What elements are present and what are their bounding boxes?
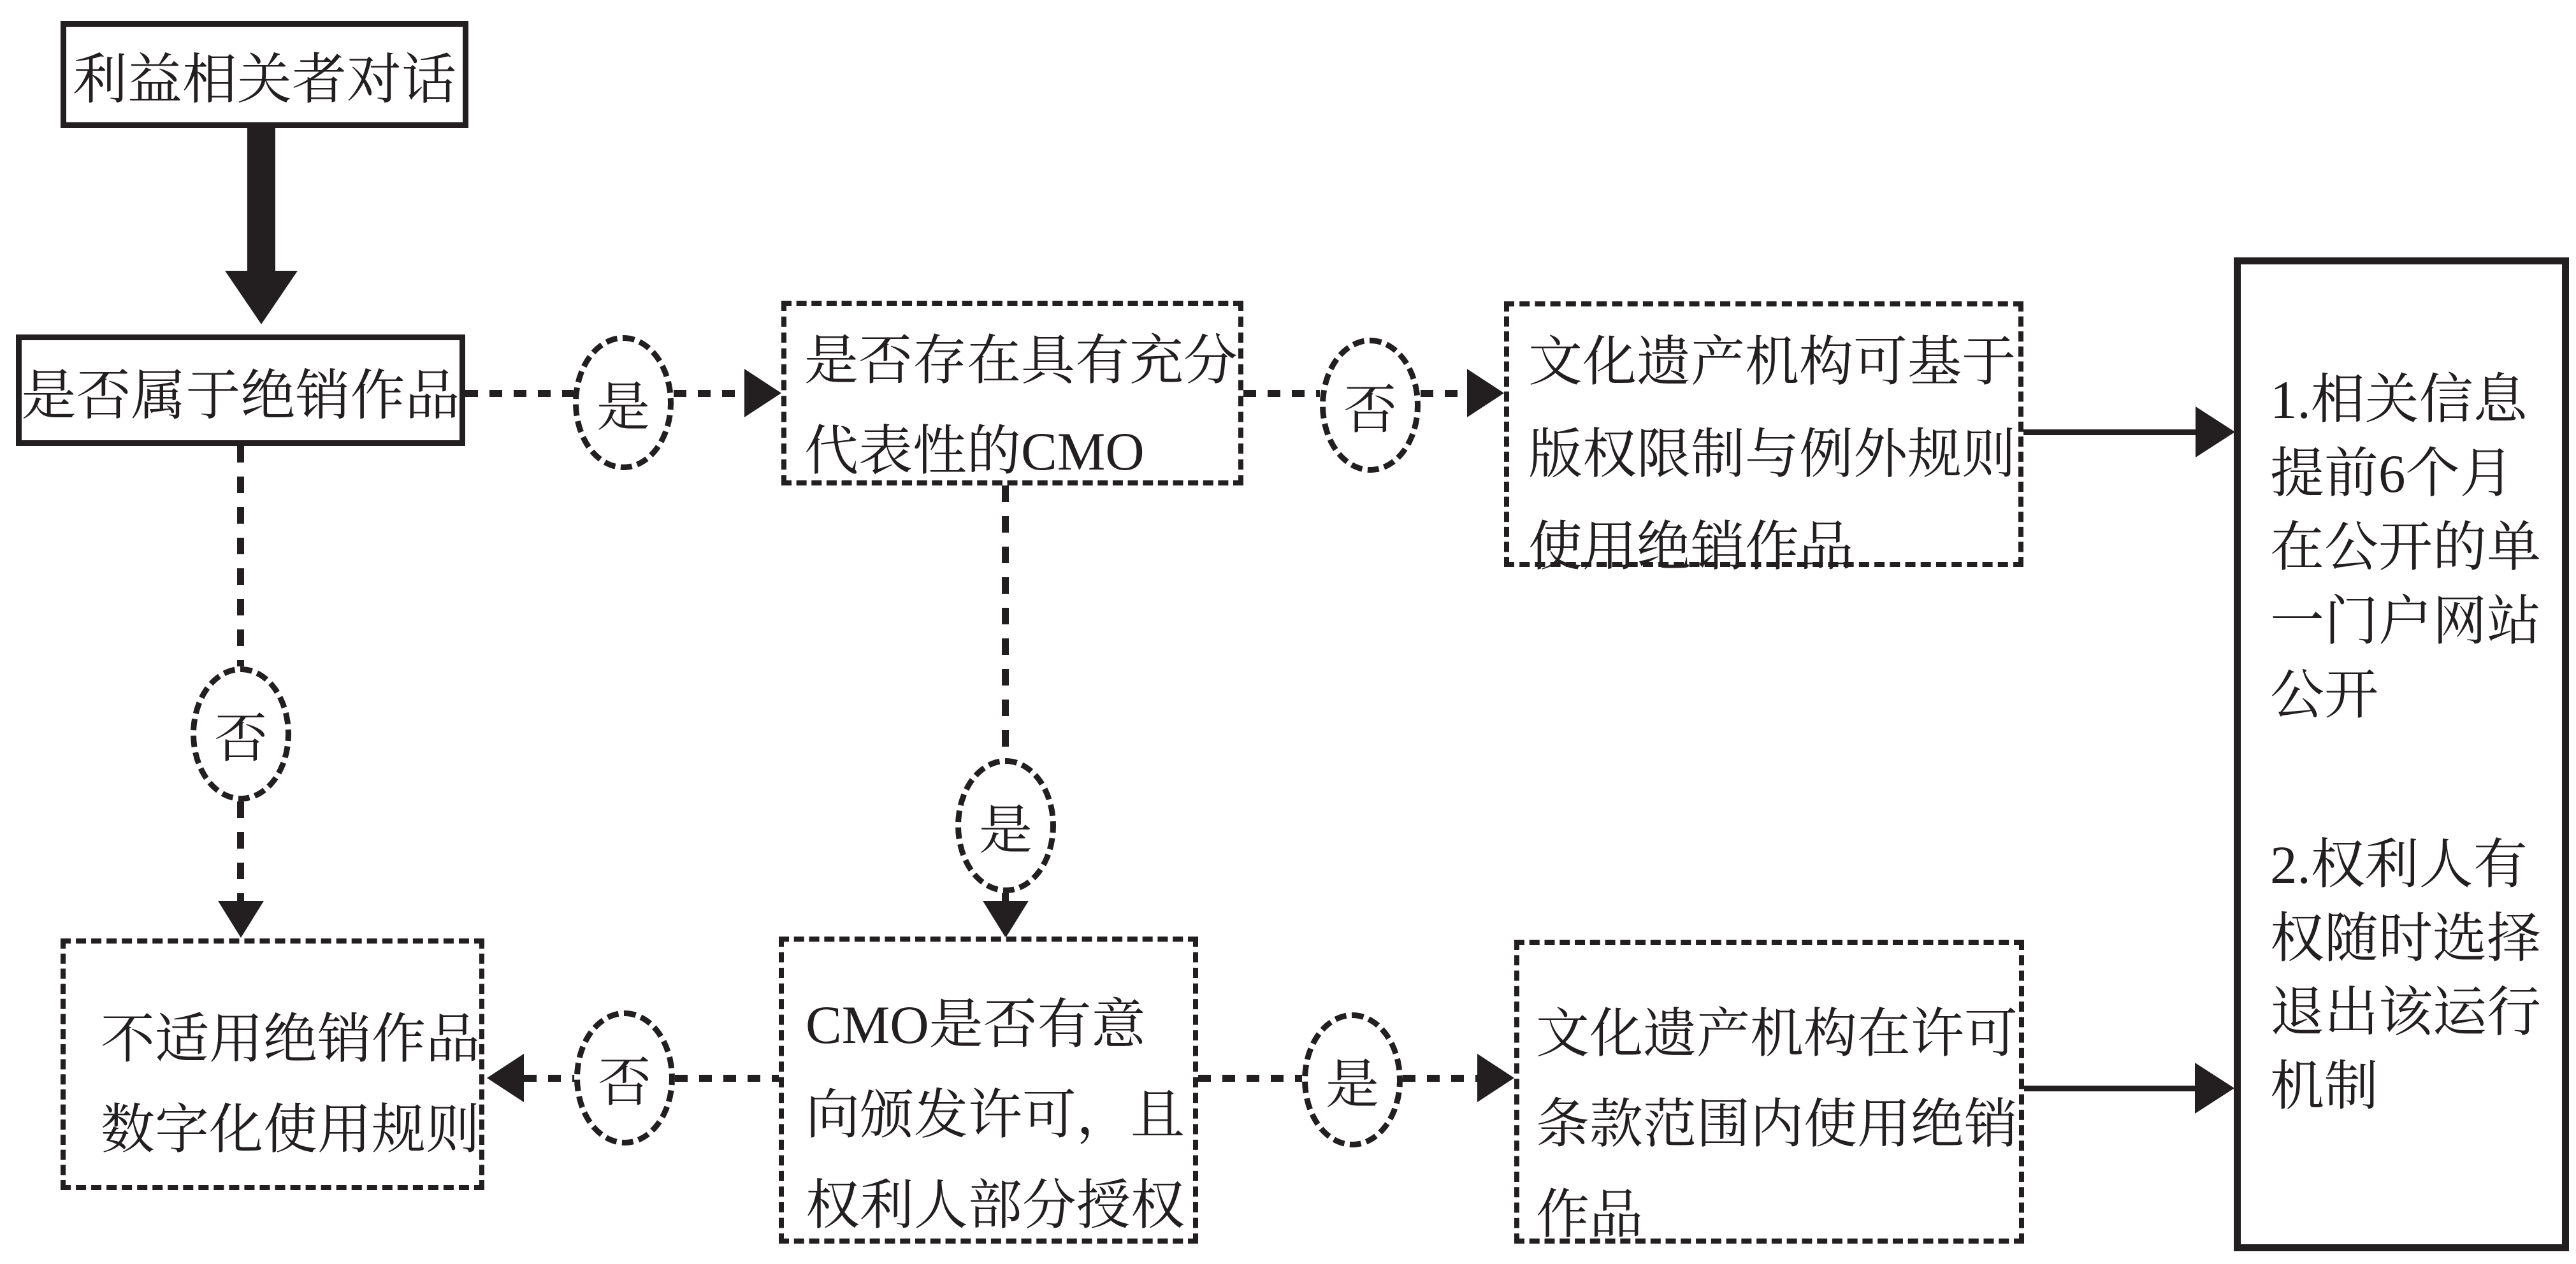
outcome-1-line-3: 在公开的单: [2270, 518, 2542, 578]
no-label: 否: [597, 1053, 651, 1113]
outcome-2-line-4: 机制: [2270, 1057, 2379, 1117]
arrow-license-to-outcomes-line: [2024, 1086, 2196, 1091]
not-applicable-line-1: 不适用绝销作品: [101, 1010, 481, 1070]
not-applicable-line-2: 数字化使用规则: [101, 1100, 481, 1160]
license-line-1: 文化遗产机构在许可: [1536, 1005, 2018, 1064]
yes-label: 是: [1325, 1055, 1379, 1115]
exception-line-2: 版权限制与例外规则: [1528, 425, 2016, 485]
no-label: 否: [1343, 380, 1397, 440]
arrow-exception-to-outcomes-head-icon: [2196, 406, 2235, 457]
outcome-1: [2270, 363, 2551, 733]
no-ellipse-left: [191, 666, 291, 801]
yes-ellipse-top: [573, 335, 674, 470]
yes-label: 是: [978, 801, 1032, 861]
cmo-intent-line-1: CMO是否有意: [806, 995, 1146, 1055]
stakeholder-dialogue-box: 利益相关者对话: [61, 21, 468, 128]
cmo-intent-question-box: [779, 937, 1198, 1244]
connector-q1-to-yes1: [465, 390, 574, 397]
outcome-2-line-1: 2.权利人有: [2270, 835, 2528, 895]
out-of-commerce-question-box: 是否属于绝销作品: [16, 334, 465, 446]
cmo-exists-line-2: 代表性的CMO: [804, 422, 1145, 482]
connector-no-to-not-applicable: [237, 801, 244, 902]
start-arrow-head-icon: [225, 271, 298, 324]
outcome-1-line-4: 一门户网站: [2270, 592, 2542, 652]
heritage-exception-box: [1504, 301, 2023, 577]
no-ellipse-bottom: [574, 1010, 675, 1146]
arrowhead-into-exception-icon: [1467, 369, 1504, 417]
arrowhead-into-cmo-intent-icon: [983, 901, 1029, 938]
no-label: 否: [213, 709, 268, 769]
yes-ellipse-bottom: [1302, 1012, 1403, 1147]
connector-cmo-exists-to-no: [1243, 390, 1320, 397]
yes-ellipse-middle: [955, 758, 1056, 893]
not-applicable-box: [61, 938, 484, 1190]
outcome-1-line-1: 1.相关信息: [2270, 370, 2528, 430]
exception-line-3: 使用绝销作品: [1528, 517, 1854, 577]
outcome-2: [2270, 828, 2551, 1124]
heritage-license-box: [1514, 940, 2024, 1244]
arrowhead-into-license-icon: [1477, 1054, 1514, 1102]
cmo-exists-question-box: [781, 301, 1243, 485]
outcome-1-line-5: 公开: [2270, 666, 2379, 726]
start-arrow-shaft: [247, 127, 275, 272]
connector-no-to-exception: [1421, 390, 1468, 397]
connector-cmo-intent-to-yes: [1198, 1075, 1302, 1082]
connector-yes-to-license: [1403, 1075, 1478, 1082]
connector-cmo-intent-to-no: [675, 1075, 779, 1082]
connector-no-to-not-applicable-left: [524, 1075, 575, 1082]
cmo-exists-line-1: 是否存在具有充分: [804, 331, 1238, 391]
connector-yes1-to-cmo-exists: [674, 390, 745, 397]
no-ellipse-top: [1320, 338, 1421, 473]
arrowhead-into-not-applicable-icon: [218, 901, 264, 938]
outcome-2-line-3: 退出该运行: [2270, 983, 2542, 1043]
cmo-intent-line-2: 向颁发许可，且: [806, 1086, 1185, 1146]
license-line-3: 作品: [1536, 1186, 1644, 1245]
outcome-1-line-2: 提前6个月: [2270, 444, 2514, 504]
arrowhead-into-cmo-exists-icon: [744, 369, 781, 417]
cmo-intent-line-3: 权利人部分授权: [806, 1176, 1185, 1236]
connector-cmo-exists-down-to-yes: [1002, 485, 1009, 758]
license-line-2: 条款范围内使用绝销: [1536, 1095, 2018, 1154]
outcomes-box: [2234, 257, 2569, 1251]
arrowhead-into-not-applicable-left-icon: [487, 1054, 524, 1102]
outcome-2-line-2: 权随时选择: [2270, 909, 2542, 969]
connector-q1-down-to-no: [237, 446, 244, 666]
yes-label: 是: [596, 378, 650, 438]
arrow-license-to-outcomes-head-icon: [2195, 1063, 2234, 1114]
exception-line-1: 文化遗产机构可基于: [1528, 333, 2016, 392]
arrow-exception-to-outcomes-line: [2023, 429, 2197, 435]
